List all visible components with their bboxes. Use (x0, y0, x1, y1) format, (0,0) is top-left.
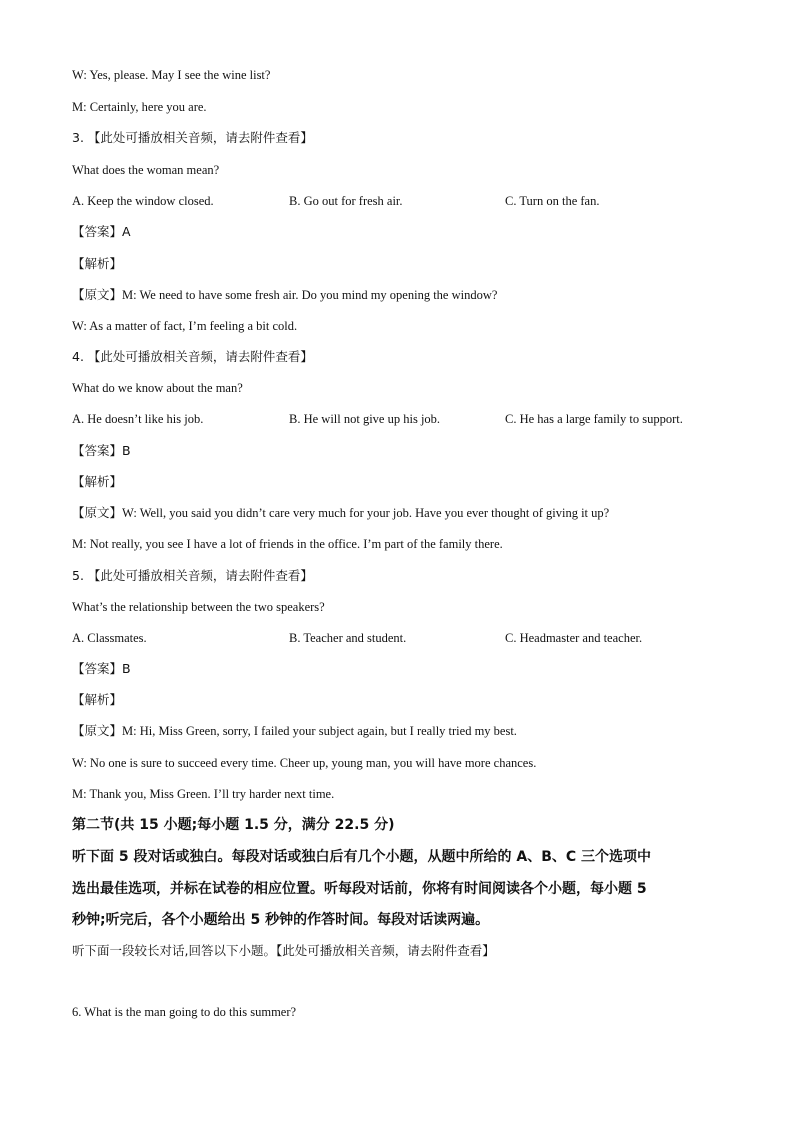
section-2-title: 第二节(共 15 小题;每小题 1.5 分，满分 22.5 分) (72, 817, 395, 833)
question-5-original-3: M: Thank you, Miss Green. I’ll try harder next time. (72, 787, 335, 801)
question-3-option-a: A. Keep the window closed. (72, 194, 214, 208)
question-5-option-c: C. Headmaster and teacher. (505, 631, 643, 645)
question-4-answer: 【答案】B (72, 443, 131, 458)
question-5-original: 【原文】M: Hi, Miss Green, sorry, I failed your subject again, but I really tried my best. (72, 724, 517, 738)
dialogue-line: W: Yes, please. May I see the wine list? (72, 68, 271, 82)
question-3-original: 【原文】M: We need to have some fresh air. Do you mind my opening the window? (72, 288, 498, 302)
question-3-header: 3. 【此处可播放相关音频，请去附件查看】 (72, 130, 313, 145)
question-3-original-2: W: As a matter of fact, I’m feeling a bit cold. (72, 319, 298, 333)
question-4-option-c: C. He has a large family to support. (505, 412, 683, 426)
question-5-option-b: B. Teacher and student. (289, 631, 407, 645)
question-6-text: 6. What is the man going to do this summer? (72, 1005, 297, 1019)
question-5-original-2: W: No one is sure to succeed every time. Cheer up, young man, you will have more chances. (72, 756, 537, 770)
section-2-subheading: 听下面一段较长对话,回答以下小题。【此处可播放相关音频，请去附件查看】 (72, 943, 495, 958)
question-4-analysis: 【解析】 (72, 474, 123, 489)
section-2-instructions-2: 选出最佳选项，并标在试卷的相应位置。听每段对话前，你将有时间阅读各个小题，每小题 5 (72, 881, 647, 897)
question-4-option-a: A. He doesn’t like his job. (72, 412, 204, 426)
question-4-original: 【原文】W: Well, you said you didn’t care very much for your job. Have you ever thought of giving it up? (72, 506, 610, 520)
question-4-original-2: M: Not really, you see I have a lot of friends in the office. I’m part of the family there. (72, 537, 503, 551)
question-5-answer: 【答案】B (72, 661, 131, 676)
question-3-analysis: 【解析】 (72, 256, 123, 271)
question-5-analysis: 【解析】 (72, 692, 123, 707)
question-4-text: What do we know about the man? (72, 381, 243, 395)
question-5-header: 5. 【此处可播放相关音频，请去附件查看】 (72, 568, 313, 583)
section-2-instructions-3: 秒钟;听完后，各个小题给出 5 秒钟的作答时间。每段对话读两遍。 (72, 912, 490, 928)
question-5-option-a: A. Classmates. (72, 631, 147, 645)
question-4-header: 4. 【此处可播放相关音频，请去附件查看】 (72, 349, 313, 364)
question-4-option-b: B. He will not give up his job. (289, 412, 441, 426)
question-3-answer: 【答案】A (72, 224, 131, 239)
question-3-option-b: B. Go out for fresh air. (289, 194, 403, 208)
question-5-text: What’s the relationship between the two speakers? (72, 600, 325, 614)
section-2-instructions-1: 听下面 5 段对话或独白。每段对话或独白后有几个小题，从题中所给的 A、B、C 三个选项中 (72, 849, 652, 865)
question-3-option-c: C. Turn on the fan. (505, 194, 600, 208)
question-3-text: What does the woman mean? (72, 163, 220, 177)
dialogue-line: M: Certainly, here you are. (72, 100, 207, 114)
